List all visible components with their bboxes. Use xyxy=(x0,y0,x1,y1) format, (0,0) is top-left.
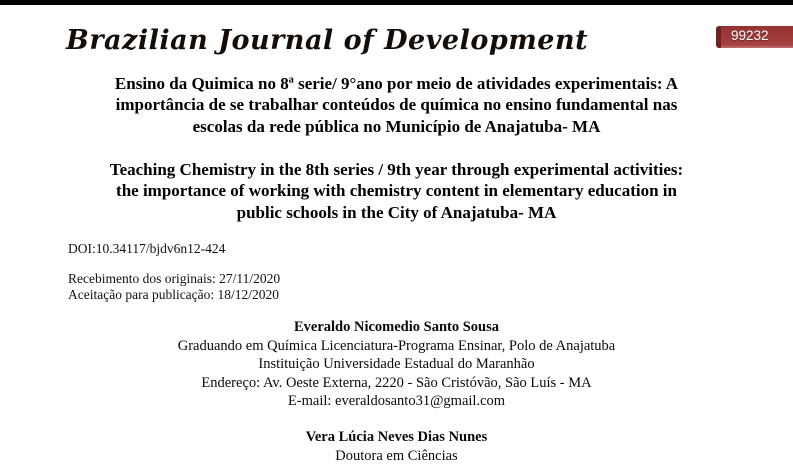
accepted-date: Aceitação para publicação: 18/12/2020 xyxy=(68,286,280,302)
article-title-portuguese xyxy=(0,73,793,137)
title-en-line: public schools in the City of Anajatuba- MA xyxy=(236,202,557,222)
author-degree: Doutora em Ciências xyxy=(335,447,458,464)
author-email: E-mail: everaldosanto31@gmail.com xyxy=(287,393,506,410)
received-date: Recebimento dos originais: 27/11/2020 xyxy=(68,271,281,286)
author-block-1 xyxy=(0,318,793,411)
top-bar xyxy=(0,0,793,5)
journal-logo: Brazilian Journal of Development xyxy=(66,25,589,56)
title-pt-line: Ensino da Quimica no 8ª serie/ 9°ano por meio de atividades experimentais: A xyxy=(114,74,679,93)
author-institution: Instituição Universidade Estadual do Maranhão xyxy=(258,356,535,373)
dates-block xyxy=(68,271,280,302)
author-affiliation: Graduando em Química Licenciatura-Programa Ensinar, Polo de Anajatuba xyxy=(177,337,616,354)
visitor-counter-badge xyxy=(716,26,793,48)
title-en-line: the importance of working with chemistry content in elementary education in xyxy=(116,181,677,201)
title-pt-line: importância de se trabalhar conteúdos de química no ensino fundamental nas xyxy=(115,95,678,115)
article-title-english xyxy=(0,159,793,223)
author-address: Endereço: Av. Oeste Externa, 2220 - São Cristóvão, São Luís - MA xyxy=(201,374,592,391)
author-name: Vera Lúcia Neves Dias Nunes xyxy=(305,429,488,445)
doi-text: DOI:10.34117/bjdv6n12-424 xyxy=(68,241,226,256)
visitor-counter-value: 99232 xyxy=(731,28,769,43)
author-name: Everaldo Nicomedio Santo Sousa xyxy=(293,319,500,335)
title-en-line: Teaching Chemistry in the 8th series / 9th year through experimental activities: xyxy=(109,160,684,179)
author-block-2 xyxy=(0,428,793,465)
title-pt-line: escolas da rede pública no Município de Anajatuba- MA xyxy=(192,116,601,136)
